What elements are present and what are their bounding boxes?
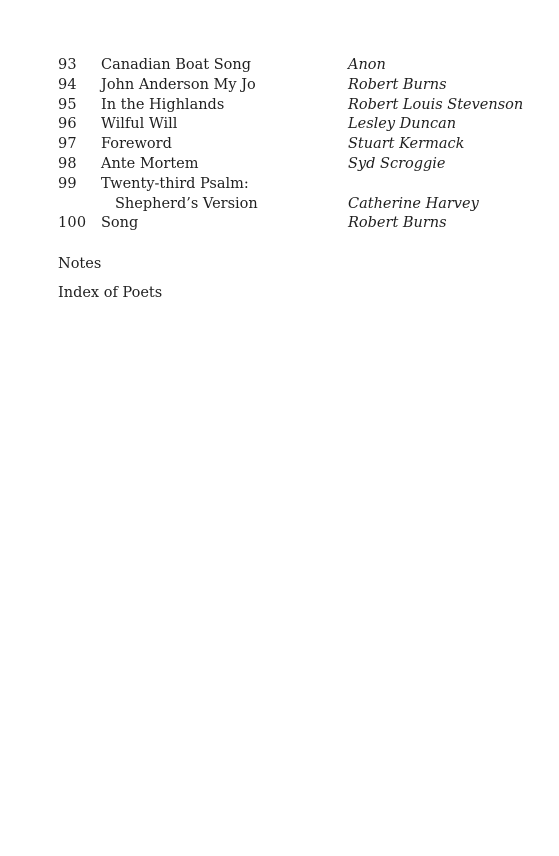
poem-title: John Anderson My Jo: [101, 76, 256, 93]
poet-name: Robert Burns: [348, 76, 447, 93]
toc-entry: [58, 214, 528, 234]
poem-number: 95: [58, 96, 77, 113]
toc-entry: [58, 175, 528, 195]
toc-entry: [58, 56, 528, 76]
poem-number: 94: [58, 76, 77, 93]
poem-title: Song: [101, 215, 139, 232]
poem-number: 99: [58, 175, 77, 192]
poet-name: Anon: [348, 57, 386, 73]
toc-entry: [58, 115, 528, 135]
poem-title: In the Highlands: [101, 96, 225, 113]
poem-number: 97: [58, 136, 77, 153]
poem-title: Twenty-third Psalm:: [101, 175, 249, 192]
poet-name: Stuart Kermack: [348, 136, 465, 153]
notes-heading: Notes: [58, 256, 102, 272]
poet-name: Lesley Duncan: [348, 116, 457, 133]
toc-entry: [58, 155, 528, 175]
poem-title: Foreword: [101, 136, 172, 153]
poet-name: Robert Burns: [348, 215, 447, 232]
poem-number: 96: [58, 116, 77, 133]
poet-name: Syd Scroggie: [348, 155, 446, 172]
poem-title: Canadian Boat Song: [101, 57, 251, 73]
toc-entry: [58, 96, 528, 116]
poem-number: 98: [58, 155, 77, 172]
poem-title-continuation: Shepherd’s Version: [115, 195, 258, 212]
poem-title: Wilful Will: [101, 116, 178, 133]
table-of-contents: [58, 56, 528, 234]
poem-number: 93: [58, 57, 77, 73]
toc-entry: [58, 135, 528, 155]
poet-name: Robert Louis Stevenson: [348, 96, 524, 113]
poem-number: 100: [58, 215, 87, 232]
poem-title: Ante Mortem: [101, 155, 199, 172]
poet-name: Catherine Harvey: [348, 195, 479, 212]
toc-entry-continuation: [58, 195, 528, 215]
toc-entry: [58, 76, 528, 96]
index-of-poets-heading: Index of Poets: [58, 285, 163, 301]
